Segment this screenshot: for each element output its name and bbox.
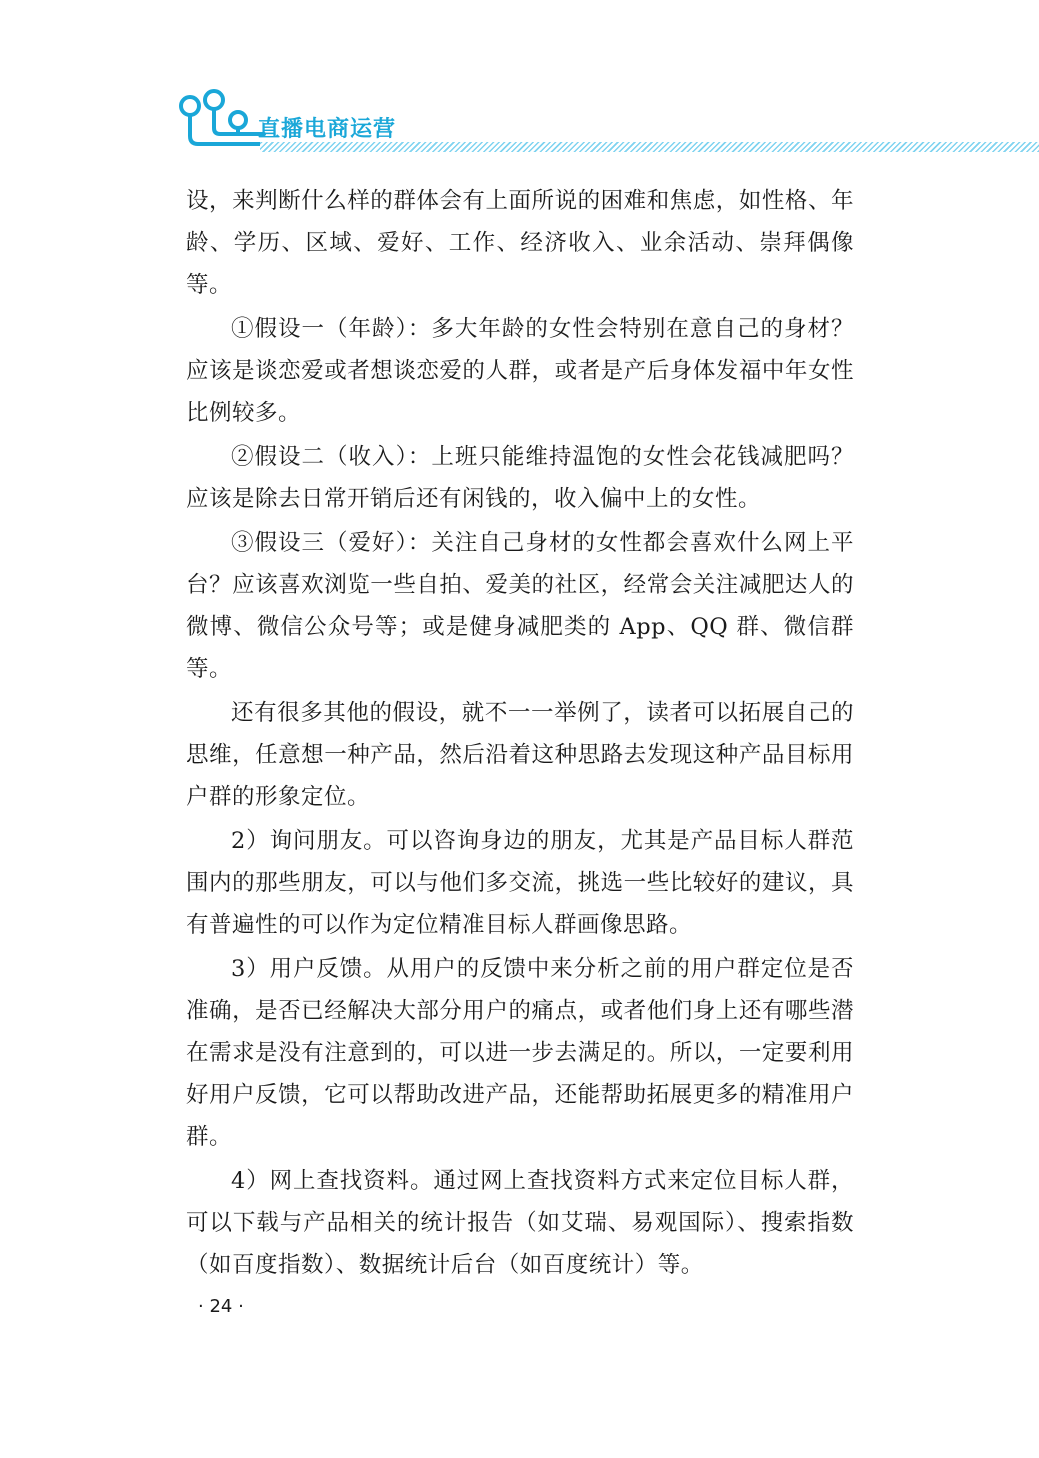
paragraph-1: 设，来判断什么样的群体会有上面所说的困难和焦虑，如性格、年龄、学历、区域、爱好、工作、经济收入、业余活动、崇拜偶像等。 — [186, 188, 854, 298]
header-stripe-bar — [260, 142, 1039, 152]
paragraph-ask-friends: 2）询问朋友。可以咨询身边的朋友，尤其是产品目标人群范围内的那些朋友，可以与他们多交流，挑选一些比较好的建议，具有普遍性的可以作为定位精准目标人群画像思路。 — [186, 828, 854, 938]
circuit-nodes-icon — [176, 86, 266, 156]
page-number: · 24 · — [198, 1296, 244, 1317]
paragraph-hypothesis-income: ②假设二（收入）：上班只能维持温饱的女性会花钱减肥吗？应该是除去日常开销后还有闲钱的，收入偏中上的女性。 — [186, 444, 854, 512]
paragraph-online-research: 4）网上查找资料。通过网上查找资料方式来定位目标人群，可以下载与产品相关的统计报告（如艾瑞、易观国际）、搜索指数（如百度指数）、数据统计后台（如百度统计）等。 — [186, 1168, 854, 1278]
paragraph-hypothesis-hobby: ③假设三（爱好）：关注自己身材的女性都会喜欢什么网上平台？应该喜欢浏览一些自拍、爱美的社区，经常会关注减肥达人的微博、微信公众号等；或是健身减肥类的 App、QQ 群、微信群等。 — [186, 530, 854, 682]
page-header — [0, 0, 1039, 170]
paragraph-user-feedback: 3）用户反馈。从用户的反馈中来分析之前的用户群定位是否准确，是否已经解决大部分用户的痛点，或者他们身上还有哪些潜在需求是没有注意到的，可以进一步去满足的。所以，一定要利用好用户反馈，它可以帮助改进产品，还能帮助拓展更多的精准用户群。 — [186, 956, 854, 1150]
book-title: 直播电商运营 — [258, 117, 397, 142]
paragraph-hypothesis-age: ①假设一（年龄）：多大年龄的女性会特别在意自己的身材？应该是谈恋爱或者想谈恋爱的人群，或者是产后身体发福中年女性比例较多。 — [186, 316, 854, 426]
page-body — [186, 180, 854, 1288]
paragraph-other-hypotheses: 还有很多其他的假设，就不一一举例了，读者可以拓展自己的思维，任意想一种产品，然后沿着这种思路去发现这种产品目标用户群的形象定位。 — [186, 700, 854, 810]
